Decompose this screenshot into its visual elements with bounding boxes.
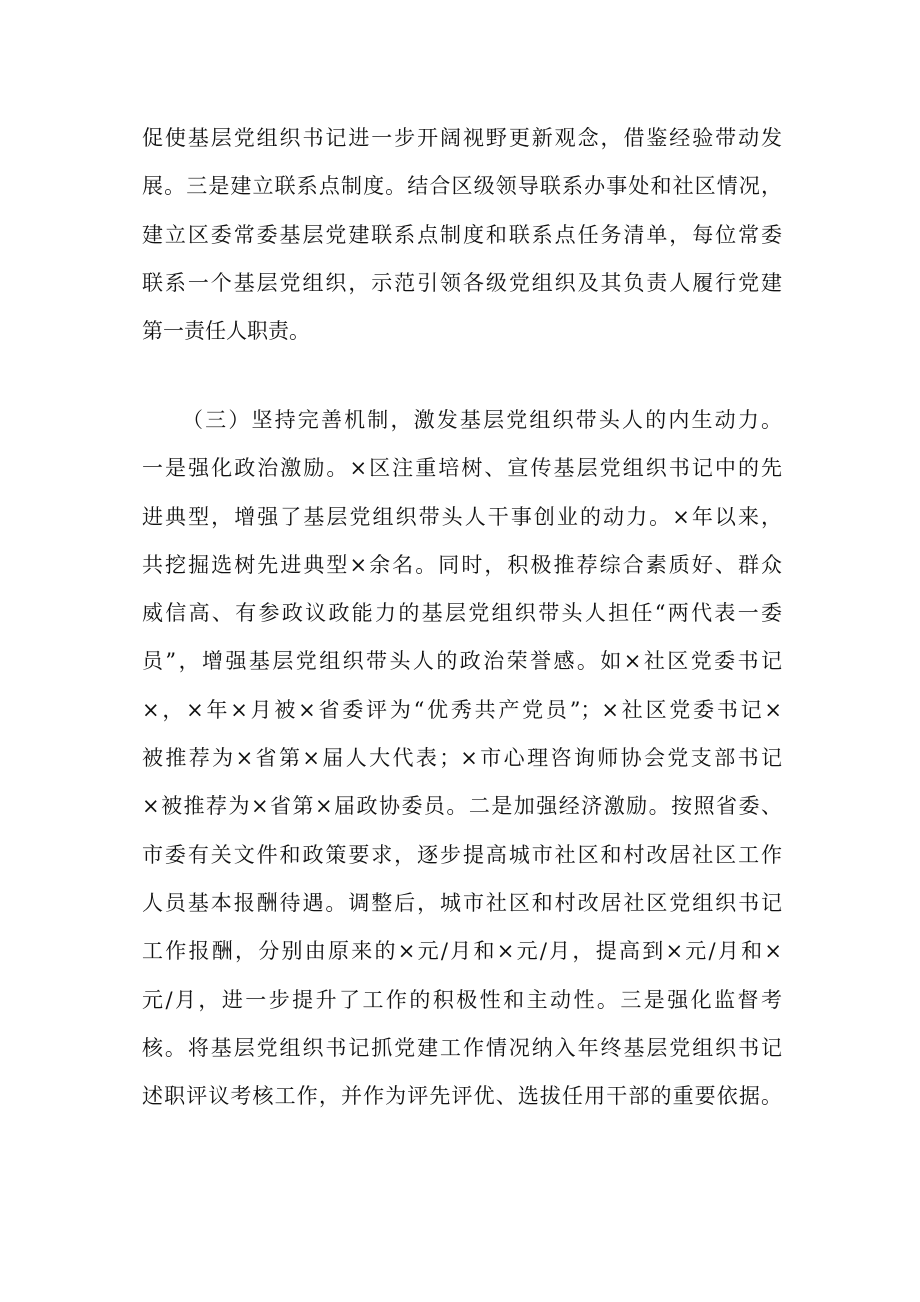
text-line: ×，×年×月被×省委评为“优秀共产党员”；×社区党委书记× [142,697,782,722]
text-line: 建立区委常委基层党建联系点制度和联系点任务清单，每位常委 [142,222,782,247]
text-line: 员”，增强基层党组织带头人的政治荣誉感。如×社区党委书记 [142,649,782,674]
text-line: 工作报酬，分别由原来的×元/月和×元/月，提高到×元/月和× [142,939,782,964]
text-line: 人员基本报酬待遇。调整后，城市社区和村改居社区党组织书记 [142,890,782,915]
paragraph-1 [142,114,782,355]
text-line: 威信高、有参政议政能力的基层党组织带头人担任“两代表一委 [142,601,782,626]
text-line: ×被推荐为×省第×届政协委员。二是加强经济激励。按照省委、 [142,794,782,819]
text-line: 促使基层党组织书记进一步开阔视野更新观念，借鉴经验带动发 [142,126,782,150]
text-line: 被推荐为×省第×届人大代表；×市心理咨询师协会党支部书记 [142,746,782,771]
text-line: 元/月，进一步提升了工作的积极性和主动性。三是强化监督考 [142,987,782,1012]
text-line: 进典型，增强了基层党组织带头人干事创业的动力。×年以来， [142,504,782,529]
text-line: 一是强化政治激励。×区注重培树、宣传基层党组织书记中的先 [142,456,782,481]
paragraph-2 [142,396,782,1120]
text-line: 市委有关文件和政策要求，逐步提高城市社区和村改居社区工作 [142,842,782,867]
text-line: 述职评议考核工作，并作为评先评优、选拔任用干部的重要依据。 [142,1084,782,1109]
text-line: 共挖掘选树先进典型×余名。同时，积极推荐综合素质好、群众 [142,552,782,577]
text-line: 联系一个基层党组织，示范引领各级党组织及其负责人履行党建 [142,270,782,295]
text-line-last: 第一责任人职责。 [142,319,310,344]
text-line: 核。将基层党组织书记抓党建工作情况纳入年终基层党组织书记 [142,1035,782,1060]
text-line: 展。三是建立联系点制度。结合区级领导联系办事处和社区情况， [142,174,782,199]
section-heading-line: （三）坚持完善机制，激发基层党组织带头人的内生动力。 [182,408,782,432]
